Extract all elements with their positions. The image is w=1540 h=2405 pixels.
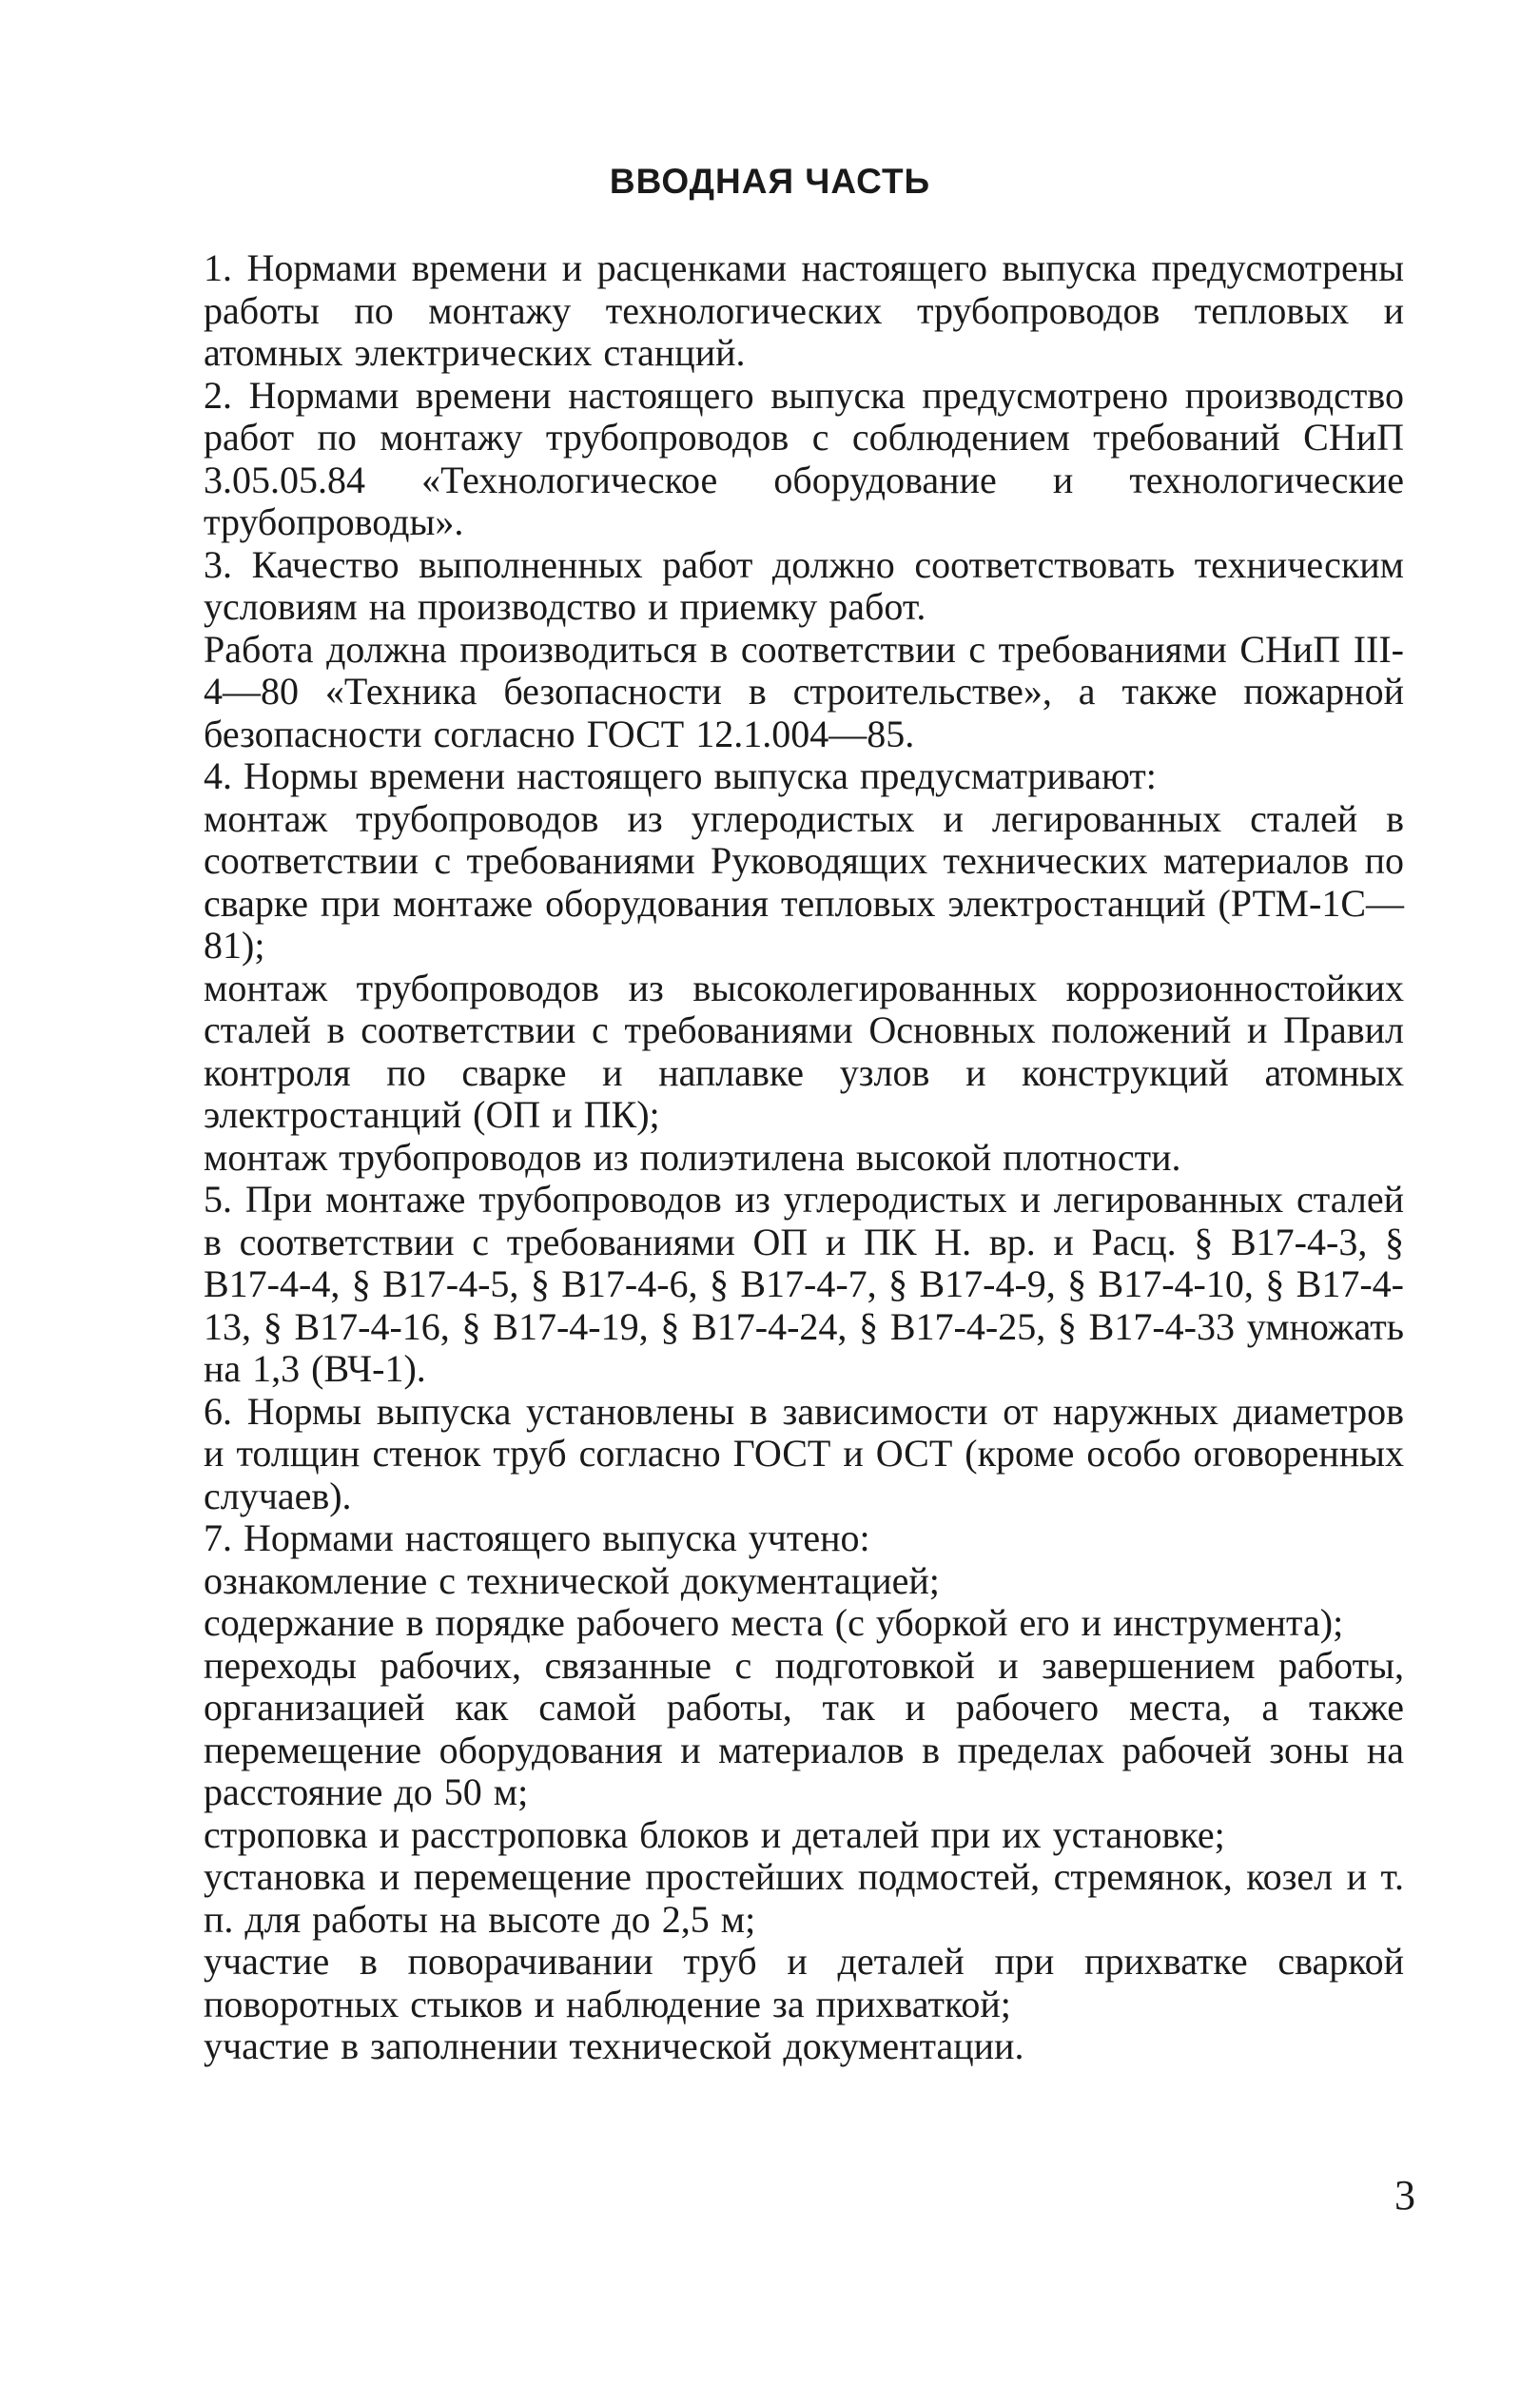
paragraph-5: 5. При монтаже трубопроводов из углеродистых и легированных сталей в соответствии с требованиями ОП и ПК Н. вр. и Расц. § В17-4-3, § В17-4-4, § В17-4-5, § В17-4-6, § В17-4-7, § В17-4-9, § В17-4-10, § В17-4-13, § В17-4-16, § В17-4-19, § В17-4-24, § В17-4-25, § В17-4-33 умножать на 1,3 (ВЧ-1). [204,1178,1404,1390]
list-item-workplace: содержание в порядке рабочего места (с уборкой его и инструмента); [204,1601,1344,1644]
paragraph-7: 7. Нормами настоящего выпуска учтено: [204,1516,870,1559]
list-item-polyethylene: монтаж трубопроводов из полиэтилена высокой плотности. [204,1135,1181,1179]
list-item-stainless-steel: монтаж трубопроводов из высоколегированных коррозионностойких сталей в соответствии с требованиями Основных положений и Правил контроля по сварке и наплавке узлов и конструкций атомных электростанций (ОП и ПК); [204,966,1404,1136]
page-number: 3 [1394,2172,1415,2219]
list-item-carbon-steel: монтаж трубопроводов из углеродистых и легированных сталей в соответствии с требованиями Руководящих технических материалов по сварке при монтаже оборудования тепловых электростанций (РТМ-1С—81); [204,796,1404,967]
list-item-transitions: переходы рабочих, связанные с подготовкой и завершением работы, организацией как самой работы, так и рабочего места, а также перемещение оборудования и материалов в пределах рабочей зоны на расстояние до 50 м; [204,1643,1404,1813]
list-item-slinging: строповка и расстроповка блоков и деталей при их установке; [204,1812,1225,1856]
list-item-pipe-turning: участие в поворачивании труб и деталей при прихватке сваркой поворотных стыков и наблюдение за прихваткой; [204,1940,1404,2025]
body-text [204,247,1404,2068]
paragraph-3: 3. Качество выполненных работ должно соответствовать техническим условиям на производство и приемку работ. [204,542,1404,628]
paragraph-4: 4. Нормы времени настоящего выпуска предусматривают: [204,754,1157,797]
list-item-scaffolds: установка и перемещение простейших подмостей, стремянок, козел и т. п. для работы на высоте до 2,5 м; [204,1855,1404,1941]
paragraph-safety: Работа должна производиться в соответствии с требованиями СНиП III-4—80 «Техника безопасности в строительстве», а также пожарной безопасности согласно ГОСТ 12.1.004—85. [204,627,1404,755]
page-title: ВВОДНАЯ ЧАСТЬ [609,162,931,201]
list-item-filling-docs: участие в заполнении технической документации. [204,2024,1024,2067]
paragraph-6: 6. Нормы выпуска установлены в зависимости от наружных диаметров и толщин стенок труб согласно ГОСТ и ОСТ (кроме особо оговоренных случаев). [204,1389,1404,1517]
paragraph-2: 2. Нормами времени настоящего выпуска предусмотрено производство работ по монтажу трубопроводов с соблюдением требований СНиП 3.05.05.84 «Технологическое оборудование и технологические трубопроводы». [204,373,1404,543]
list-item-documentation: ознакомление с технической документацией; [204,1558,940,1602]
paragraph-1: 1. Нормами времени и расценками настоящего выпуска предусмотрены работы по монтажу технологических трубопроводов тепловых и атомных электрических станций. [204,246,1404,374]
